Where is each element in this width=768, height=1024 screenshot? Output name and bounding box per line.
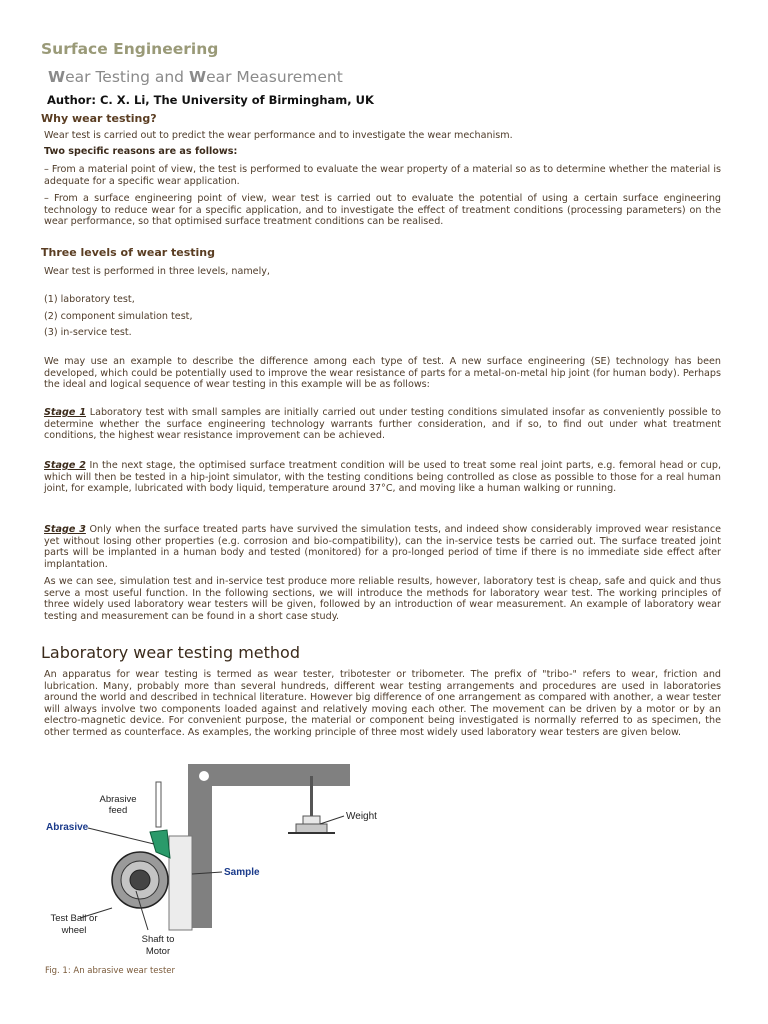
abrasive-label: Abrasive — [46, 822, 89, 833]
stage-1-paragraph — [44, 407, 721, 442]
section-heading-levels: Three levels of wear testing — [41, 246, 215, 259]
stage-2-label: Stage 2 — [44, 460, 86, 471]
ball-label-1: Test Ball or — [50, 913, 98, 924]
weight-label: Weight — [346, 811, 377, 822]
weight-leader-line — [320, 816, 344, 824]
sample-block — [169, 836, 192, 930]
abrasive-feed-tube — [156, 782, 161, 827]
stage-2-text: In the next stage, the optimised surface treatment condition will be used to treat some real joint parts, e.g. femoral head or cup, which will then be tested in a hip-joint simulator, with the testing conditions being controlled as close as possible to those for a real human joint, for example, lubricated with body liquid, temperature around 37°C, and moving like a human walking or running. — [44, 460, 722, 495]
abrasive-feed-label-2: feed — [108, 805, 128, 816]
motor-shaft — [130, 870, 150, 890]
sample-label: Sample — [224, 867, 260, 878]
lab-paragraph: An apparatus for wear testing is termed as wear tester, tribotester or tribometer. The prefix of "tribo-" refers to wear, friction and lubrication. Many, probably more than several hundreds, different wear testing arrangements and procedures are used in laboratories around the world and described in technical literature. However big difference of one arrangement as compared with another, a wear tester will always involve two components loaded against and relatively moving each other. The movement can be driven by a motor or by an electro-magnetic device. For convenient purpose, the material or component being investigated is normally referred to as specimen, the other termed as counterface. As examples, the working principle of three most widely used laboratory wear testers are given below. — [44, 669, 721, 738]
author-line: Author: C. X. Li, The University of Birmingham, UK — [47, 93, 374, 107]
levels-item-3: (3) in-service test. — [44, 327, 132, 338]
weight-block-bottom — [296, 824, 327, 833]
summary-paragraph: As we can see, simulation test and in-service test produce more reliable results, however, laboratory test is cheap, safe and quick and thus serve a most useful function. In the following sections, we will introduce the methods for laboratory wear test. The working principles of three widely used laboratory wear testers will be given, followed by an introduction of wear measurement. An example of laboratory wear testing and measurement can be found in a short case study. — [44, 576, 721, 622]
stage-2-paragraph — [44, 460, 721, 495]
pivot-hole — [199, 771, 209, 781]
subtitle-initial-1: W — [48, 68, 66, 86]
document-subtitle — [48, 68, 343, 86]
stage-3-text: Only when the surface treated parts have survived the simulation tests, and indeed show considerably improved wear resistance yet without losing other properties (e.g. corrosion and bio-compatibility), can the in-service tests be carried out. The surface treated joint parts will be implanted in a human body and tested (monitored) for a pro-longed period of time if there is no immediate side effect after implantation. — [44, 524, 721, 570]
why-intro: Wear test is carried out to predict the wear performance and to investigate the wear mechanism. — [44, 130, 513, 141]
shaft-label-2: Motor — [145, 946, 171, 957]
subtitle-part-1: ear Testing and — [65, 68, 189, 86]
weight-rod — [310, 776, 313, 818]
levels-example: We may use an example to describe the difference among each type of test. A new surface engineering (SE) technology has been developed, which could be potentially used to improve the wear resistance of parts for a metal-on-metal hip joint (for human body). Perhaps the ideal and logical sequence of wear testing in this example will be as follows: — [44, 356, 721, 391]
shaft-label-1: Shaft to — [141, 934, 175, 945]
document-title: Surface Engineering — [41, 40, 219, 58]
subtitle-initial-2: W — [188, 68, 207, 86]
levels-item-1: (1) laboratory test, — [44, 294, 135, 305]
reason-2: – From a surface engineering point of view, wear test is carried out to evaluate the potential of using a certain surface engineering technology to reduce wear for a specific application, and to investigate the effect of treatment conditions (processing parameters) on the wear performance, so that optimised surface treatment conditions can be realised. — [44, 193, 721, 228]
figure-caption: Fig. 1: An abrasive wear tester — [45, 966, 176, 976]
abrasive-wear-tester-figure — [46, 758, 386, 968]
subtitle-part-2: ear Measurement — [206, 68, 343, 86]
ball-label-2: wheel — [61, 925, 87, 936]
tester-horizontal-arm — [188, 764, 350, 786]
reasons-heading: Two specific reasons are as follows: — [44, 146, 238, 157]
section-heading-why: Why wear testing? — [41, 112, 157, 125]
stage-3-label: Stage 3 — [44, 524, 86, 535]
levels-intro: Wear test is performed in three levels, namely, — [44, 266, 270, 277]
stage-1-text: Laboratory test with small samples are initially carried out under testing conditions simulated insofar as conveniently possible to determine whether the surface engineering technology warrants further consideration, and if so, to find out under what treatment conditions, the highest wear resistance improvement can be achieved. — [44, 407, 721, 442]
abrasive-feed-label-1: Abrasive — [99, 794, 137, 805]
weight-block-top — [303, 816, 320, 824]
levels-item-2: (2) component simulation test, — [44, 311, 193, 322]
reason-1: – From a material point of view, the test is performed to evaluate the wear property of a material so as to determine whether the material is adequate for a specific wear application. — [44, 164, 721, 187]
stage-1-label: Stage 1 — [44, 407, 87, 418]
section-heading-lab: Laboratory wear testing method — [41, 643, 300, 662]
abrasive-leader-line — [88, 828, 154, 844]
stage-3-paragraph — [44, 524, 721, 570]
